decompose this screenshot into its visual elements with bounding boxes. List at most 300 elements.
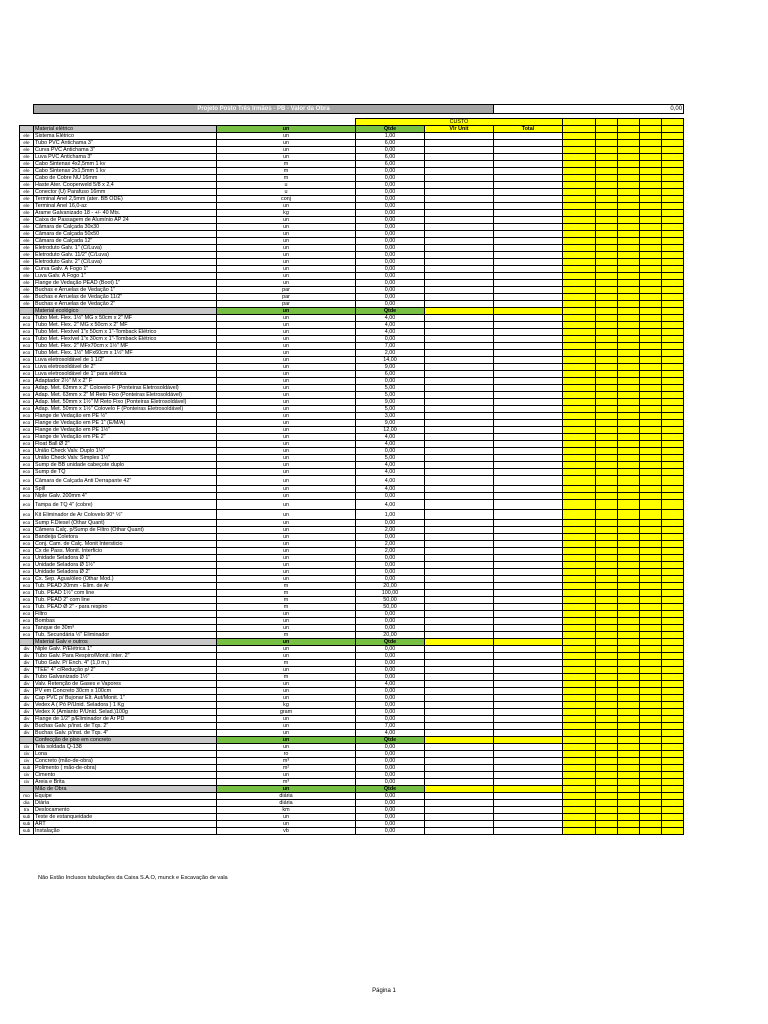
extra-cell xyxy=(563,534,596,541)
extra-cell xyxy=(563,653,596,660)
extra-cell xyxy=(596,814,618,821)
unit-price-cell xyxy=(425,399,494,406)
item-row xyxy=(20,189,684,196)
extra-cell xyxy=(596,301,618,308)
extra-cell xyxy=(662,280,684,287)
item-row xyxy=(20,744,684,751)
category-cell xyxy=(20,639,34,646)
total-cell xyxy=(494,182,563,189)
extra-cell xyxy=(596,294,618,301)
category-code: eco xyxy=(20,413,34,420)
extra-cell xyxy=(596,266,618,273)
total-cell xyxy=(494,392,563,399)
total-cell xyxy=(494,329,563,336)
total-cell xyxy=(494,140,563,147)
extra-cell xyxy=(563,765,596,772)
item-unit: un xyxy=(217,385,356,392)
category-code: div xyxy=(20,723,34,730)
item-description: Flange de Vedação em PE 2" xyxy=(34,434,217,441)
unit-price-cell xyxy=(425,646,494,653)
extra-cell xyxy=(618,175,640,182)
item-unit: un xyxy=(217,238,356,245)
total-cell xyxy=(494,343,563,350)
item-row xyxy=(20,681,684,688)
category-code: eco xyxy=(20,597,34,604)
item-description: Cx. Sep. Água/óleo (Othar Mod.) xyxy=(34,576,217,583)
item-unit: m xyxy=(217,597,356,604)
extra-cell xyxy=(640,737,662,744)
extra-cell xyxy=(563,392,596,399)
extra-cell xyxy=(596,245,618,252)
extra-cell xyxy=(640,399,662,406)
total-cell xyxy=(494,604,563,611)
total-cell xyxy=(494,520,563,527)
item-row xyxy=(20,590,684,597)
unit-price-cell xyxy=(425,448,494,455)
extra-cell xyxy=(563,175,596,182)
item-qty: 14,00 xyxy=(356,357,425,364)
extra-cell xyxy=(618,534,640,541)
unit-price-cell xyxy=(425,800,494,807)
extra-cell xyxy=(640,611,662,618)
category-code: civ xyxy=(20,744,34,751)
item-qty: 0,00 xyxy=(356,210,425,217)
unit-price-cell xyxy=(425,534,494,541)
category-code: ele xyxy=(20,140,34,147)
custo-label: CUSTO xyxy=(356,119,563,126)
extra-cell xyxy=(596,357,618,364)
category-code: div xyxy=(20,646,34,653)
extra-cell xyxy=(618,196,640,203)
extra-cell xyxy=(662,252,684,259)
item-description: Adaptador 2½" M x 2" F xyxy=(34,378,217,385)
extra-cell xyxy=(640,604,662,611)
extra-cell xyxy=(640,441,662,448)
category-code: ele xyxy=(20,210,34,217)
category-code: eco xyxy=(20,322,34,329)
item-row xyxy=(20,266,684,273)
unit-price-cell xyxy=(425,772,494,779)
extra-cell xyxy=(618,245,640,252)
extra-cell xyxy=(640,252,662,259)
item-row xyxy=(20,520,684,527)
extra-cell xyxy=(596,469,618,476)
item-row xyxy=(20,371,684,378)
item-unit: un xyxy=(217,154,356,161)
extra-cell xyxy=(662,287,684,294)
total-cell xyxy=(494,259,563,266)
extra-cell xyxy=(662,569,684,576)
extra-cell xyxy=(640,175,662,182)
total-cell xyxy=(494,493,563,500)
extra-cell xyxy=(662,604,684,611)
item-description: Terminal Anel 2,5mm (ater. BB ODE) xyxy=(34,196,217,203)
extra-cell xyxy=(596,350,618,357)
extra-cell xyxy=(662,527,684,534)
extra-cell xyxy=(662,462,684,469)
extra-cell xyxy=(618,133,640,140)
item-row xyxy=(20,646,684,653)
extra-cell xyxy=(662,336,684,343)
item-unit: m xyxy=(217,590,356,597)
item-row xyxy=(20,154,684,161)
item-description: Buchas Galv. p/inst. de Tqs. 2" xyxy=(34,723,217,730)
extra-cell xyxy=(618,413,640,420)
extra-cell xyxy=(618,203,640,210)
qty-header: Qtde xyxy=(356,786,425,793)
extra-cell xyxy=(662,329,684,336)
extra-cell xyxy=(640,371,662,378)
extra-cell xyxy=(596,147,618,154)
section-header-row xyxy=(20,639,684,646)
total-cell xyxy=(494,448,563,455)
total-cell xyxy=(494,308,563,315)
item-unit: un xyxy=(217,336,356,343)
extra-cell xyxy=(596,674,618,681)
extra-cell xyxy=(563,681,596,688)
extra-cell xyxy=(662,168,684,175)
extra-cell xyxy=(640,779,662,786)
item-unit: un xyxy=(217,133,356,140)
item-unit: m xyxy=(217,674,356,681)
item-description: Valv. Retenção de Gases e Vapores xyxy=(34,681,217,688)
extra-cell xyxy=(596,486,618,493)
unit-price-cell xyxy=(425,259,494,266)
item-qty: 0,00 xyxy=(356,266,425,273)
item-qty: 7,00 xyxy=(356,723,425,730)
item-description: Adap. Met. 63mm x 2" Colovelo F (Ponteiras Eletrosoldável) xyxy=(34,385,217,392)
item-qty: 20,00 xyxy=(356,632,425,639)
item-description: Flange de Vedação em PE 1½" xyxy=(34,427,217,434)
item-qty: 4,00 xyxy=(356,469,425,476)
item-unit: m³ xyxy=(217,758,356,765)
item-unit: m xyxy=(217,168,356,175)
extra-cell xyxy=(618,147,640,154)
category-code: sub xyxy=(20,828,34,835)
item-description: Tampa de TQ 4" (cobre) xyxy=(34,500,217,510)
item-unit: un xyxy=(217,695,356,702)
total-cell xyxy=(494,821,563,828)
item-unit: un xyxy=(217,252,356,259)
unit-header: un xyxy=(217,308,356,315)
unit-price-cell xyxy=(425,231,494,238)
extra-cell xyxy=(662,182,684,189)
page-number: Página 1 xyxy=(372,988,396,994)
item-unit: un xyxy=(217,217,356,224)
category-code: div xyxy=(20,653,34,660)
unit-price-cell xyxy=(425,189,494,196)
extra-cell xyxy=(618,723,640,730)
item-row xyxy=(20,555,684,562)
item-description: Adap. Met. 50mm x 1½" M Reto Fixo (Ponteiras Eletrosoldável) xyxy=(34,399,217,406)
item-qty: 0,00 xyxy=(356,779,425,786)
item-row xyxy=(20,510,684,520)
item-qty: 4,00 xyxy=(356,329,425,336)
category-cell xyxy=(20,308,34,315)
extra-cell xyxy=(662,674,684,681)
extra-cell xyxy=(563,688,596,695)
extra-cell xyxy=(640,800,662,807)
extra-cell xyxy=(618,576,640,583)
extra-cell xyxy=(563,168,596,175)
total-cell xyxy=(494,231,563,238)
category-code: eco xyxy=(20,357,34,364)
item-unit: un xyxy=(217,534,356,541)
unit-price-cell xyxy=(425,786,494,793)
unit-price-cell xyxy=(425,133,494,140)
item-unit: un xyxy=(217,688,356,695)
item-row xyxy=(20,392,684,399)
unit-price-cell xyxy=(425,611,494,618)
extra-cell xyxy=(596,604,618,611)
extra-cell xyxy=(596,322,618,329)
extra-cell xyxy=(640,548,662,555)
category-code: eco xyxy=(20,420,34,427)
item-qty: 1,00 xyxy=(356,133,425,140)
item-row xyxy=(20,611,684,618)
extra-cell xyxy=(618,583,640,590)
unit-price-cell xyxy=(425,744,494,751)
extra-cell xyxy=(596,287,618,294)
item-qty: 9,00 xyxy=(356,399,425,406)
extra-cell xyxy=(640,140,662,147)
extra-cell xyxy=(563,541,596,548)
extra-cell xyxy=(640,639,662,646)
unit-price-cell xyxy=(425,224,494,231)
extra-cell xyxy=(563,667,596,674)
item-qty: 9,00 xyxy=(356,420,425,427)
category-code: ele xyxy=(20,231,34,238)
total-cell xyxy=(494,828,563,835)
extra-cell xyxy=(563,245,596,252)
item-unit: m xyxy=(217,161,356,168)
extra-cell xyxy=(640,786,662,793)
extra-cell xyxy=(662,758,684,765)
extra-cell xyxy=(662,434,684,441)
item-description: Sump F.Diesel (Othar Quant) xyxy=(34,520,217,527)
section-header-row xyxy=(20,786,684,793)
item-description: Flange de Vedação em PE 1" (E/M/A) xyxy=(34,420,217,427)
extra-cell xyxy=(662,476,684,486)
item-qty: 4,00 xyxy=(356,322,425,329)
item-row xyxy=(20,562,684,569)
item-unit: m xyxy=(217,632,356,639)
item-unit: un xyxy=(217,716,356,723)
item-qty: 0,00 xyxy=(356,758,425,765)
item-qty: 0,00 xyxy=(356,807,425,814)
extra-cell xyxy=(563,357,596,364)
extra-cell xyxy=(640,238,662,245)
item-row xyxy=(20,751,684,758)
category-code: ele xyxy=(20,217,34,224)
item-description: Luva eletrosoldável de 2" xyxy=(34,364,217,371)
item-description: Tub. Secundária ½" Eliminador xyxy=(34,632,217,639)
item-description: Vedex X (Amianto P/Unid. Selad.)100g xyxy=(34,709,217,716)
extra-cell xyxy=(640,702,662,709)
category-code: eco xyxy=(20,350,34,357)
extra-cell xyxy=(640,315,662,322)
extra-cell xyxy=(596,140,618,147)
item-description: Câmara de Calçada 30x30 xyxy=(34,224,217,231)
item-row xyxy=(20,217,684,224)
extra-cell xyxy=(640,154,662,161)
extra-cell xyxy=(618,252,640,259)
total-cell xyxy=(494,420,563,427)
extra-cell xyxy=(662,266,684,273)
item-unit: un xyxy=(217,329,356,336)
item-unit: un xyxy=(217,343,356,350)
item-description: Filtro xyxy=(34,611,217,618)
item-qty: 0,00 xyxy=(356,301,425,308)
qty-header: Qtde xyxy=(356,737,425,744)
extra-cell xyxy=(563,315,596,322)
item-unit: un xyxy=(217,224,356,231)
item-unit: un xyxy=(217,448,356,455)
unit-price-cell xyxy=(425,555,494,562)
category-code: eco xyxy=(20,510,34,520)
extra-cell xyxy=(640,301,662,308)
extra-cell xyxy=(662,500,684,510)
category-cell xyxy=(20,786,34,793)
item-description: Curva PVC Antichama 3" xyxy=(34,147,217,154)
unit-header: un xyxy=(217,639,356,646)
unit-price-cell xyxy=(425,147,494,154)
extra-cell xyxy=(563,441,596,448)
item-unit: un xyxy=(217,315,356,322)
item-qty: 0,00 xyxy=(356,569,425,576)
category-code: div xyxy=(20,716,34,723)
extra-cell xyxy=(640,590,662,597)
item-description: Arame Galvanizado 18 - +/- 40 Mts. xyxy=(34,210,217,217)
unit-price-cell xyxy=(425,182,494,189)
extra-cell xyxy=(662,814,684,821)
total-cell xyxy=(494,154,563,161)
extra-cell xyxy=(596,154,618,161)
unit-price-cell xyxy=(425,406,494,413)
extra-cell xyxy=(563,576,596,583)
extra-cell xyxy=(662,510,684,520)
item-row xyxy=(20,273,684,280)
extra-cell xyxy=(563,772,596,779)
total-cell xyxy=(494,660,563,667)
extra-cell xyxy=(596,273,618,280)
extra-cell xyxy=(662,520,684,527)
extra-cell xyxy=(563,625,596,632)
extra-cell xyxy=(563,343,596,350)
item-unit: un xyxy=(217,259,356,266)
item-unit: diária xyxy=(217,793,356,800)
extra-cell xyxy=(618,709,640,716)
extra-cell xyxy=(640,618,662,625)
extra-cell xyxy=(640,434,662,441)
category-code: civ xyxy=(20,758,34,765)
item-unit: un xyxy=(217,576,356,583)
item-row xyxy=(20,541,684,548)
extra-cell xyxy=(618,469,640,476)
extra-cell xyxy=(662,583,684,590)
item-description: Tubo Met. Flex. 1½" MFx60cm x 1½" MF xyxy=(34,350,217,357)
extra-cell xyxy=(596,534,618,541)
item-qty: 0,00 xyxy=(356,534,425,541)
unit-price-cell xyxy=(425,779,494,786)
extra-cell xyxy=(640,541,662,548)
category-code: eco xyxy=(20,541,34,548)
item-description: Haste Ater. Cooperweld 5/8 x 2,4 xyxy=(34,182,217,189)
item-row xyxy=(20,765,684,772)
extra-cell xyxy=(640,527,662,534)
category-code: ele xyxy=(20,224,34,231)
extra-cell xyxy=(640,660,662,667)
category-code: eco xyxy=(20,583,34,590)
category-code: eco xyxy=(20,427,34,434)
item-unit: un xyxy=(217,357,356,364)
item-qty: 0,00 xyxy=(356,793,425,800)
extra-cell xyxy=(596,462,618,469)
extra-cell xyxy=(596,441,618,448)
item-description: Adap. Met. 50mm x 1½" Colovelo F (Ponteiras Eletrosoldável) xyxy=(34,406,217,413)
item-description: União Check Valv. Duplo 1½" xyxy=(34,448,217,455)
item-qty: 50,00 xyxy=(356,604,425,611)
extra-cell xyxy=(662,723,684,730)
item-qty: 0,00 xyxy=(356,238,425,245)
extra-cell xyxy=(662,653,684,660)
category-code: eco xyxy=(20,500,34,510)
category-code: eco xyxy=(20,392,34,399)
unit-price-cell xyxy=(425,196,494,203)
item-unit: m xyxy=(217,604,356,611)
extra-cell xyxy=(662,406,684,413)
item-row xyxy=(20,709,684,716)
extra-cell xyxy=(563,147,596,154)
item-row xyxy=(20,448,684,455)
item-row xyxy=(20,660,684,667)
extra-cell xyxy=(563,660,596,667)
item-row xyxy=(20,800,684,807)
total-cell xyxy=(494,681,563,688)
item-row xyxy=(20,231,684,238)
total-cell xyxy=(494,469,563,476)
extra-cell xyxy=(618,555,640,562)
extra-cell xyxy=(640,427,662,434)
extra-cell xyxy=(662,420,684,427)
category-code: ele xyxy=(20,203,34,210)
item-row xyxy=(20,343,684,350)
extra-cell xyxy=(618,399,640,406)
unit-price-cell xyxy=(425,434,494,441)
extra-cell xyxy=(596,632,618,639)
extra-cell xyxy=(563,385,596,392)
extra-cell xyxy=(596,510,618,520)
total-cell xyxy=(494,590,563,597)
extra-cell xyxy=(640,510,662,520)
item-description: Conector (U) Parafuso 16mm xyxy=(34,189,217,196)
item-row xyxy=(20,301,684,308)
extra-cell xyxy=(618,140,640,147)
item-row xyxy=(20,196,684,203)
unit-price-cell xyxy=(425,469,494,476)
extra-cell xyxy=(662,189,684,196)
extra-cell xyxy=(563,527,596,534)
item-row xyxy=(20,399,684,406)
extra-cell xyxy=(596,555,618,562)
extra-cell xyxy=(563,737,596,744)
item-unit: un xyxy=(217,322,356,329)
extra-cell xyxy=(596,709,618,716)
extra-cell xyxy=(596,385,618,392)
extra-cell xyxy=(662,695,684,702)
unit-price-cell xyxy=(425,175,494,182)
unit-price-cell xyxy=(425,350,494,357)
